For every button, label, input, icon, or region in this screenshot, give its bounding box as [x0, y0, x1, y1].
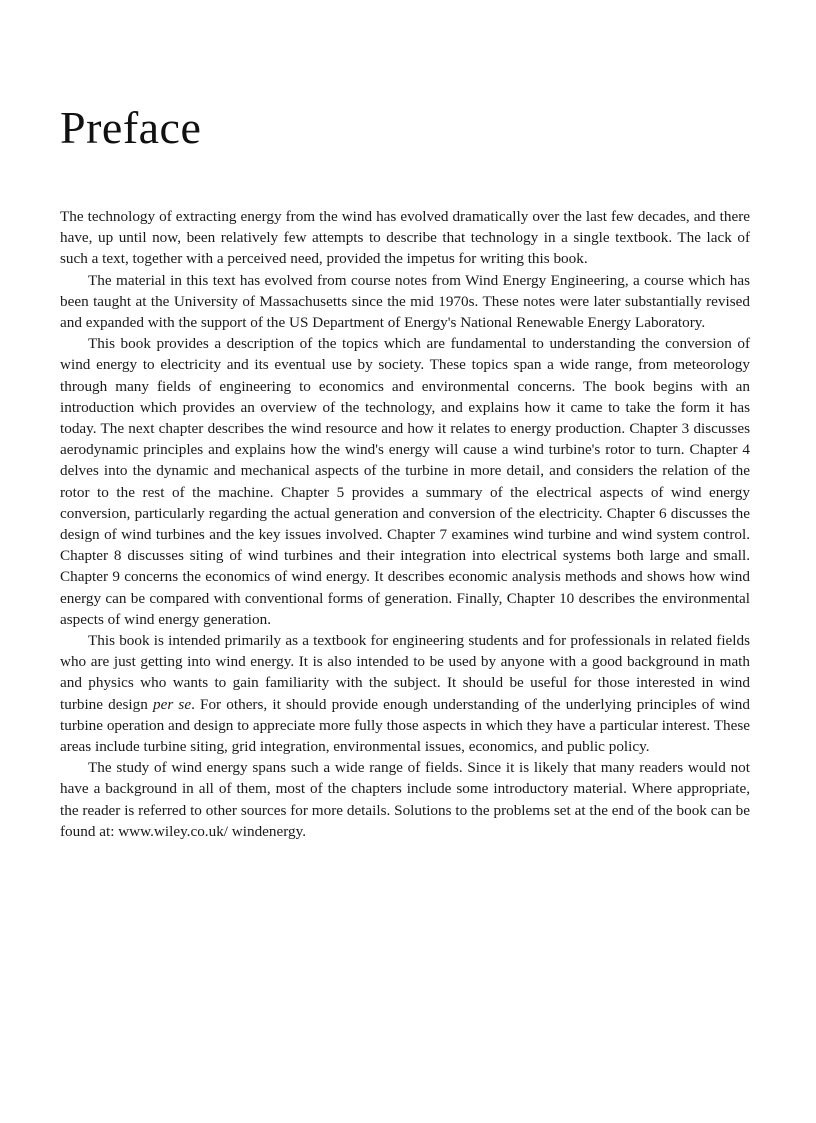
preface-body	[60, 206, 750, 842]
paragraph-4	[60, 630, 750, 757]
paragraph-2: The material in this text has evolved from course notes from Wind Energy Engineering, a course which has been taught at the University of Massachusetts since the mid 1970s. These notes were later substantially revised and expanded with the support of the US Department of Energy's National Renewable Energy Laboratory.	[60, 271, 750, 332]
paragraph-3: This book provides a description of the topics which are fundamental to understanding the conversion of wind energy to electricity and its eventual use by society. These topics span a wide range, from meteorology through many fields of engineering to economics and environmental concerns. The book begins with an introduction which provides an overview of the technology, and explains how it came to take the form it has today. The next chapter describes the wind resource and how it relates to energy production. Chapter 3 discusses aerodynamic principles and explains how the wind's energy will cause a wind turbine's rotor to turn. Chapter 4 delves into the dynamic and mechanical aspects of the turbine in more detail, and considers the relation of the rotor to the rest of the machine. Chapter 5 provides a summary of the electrical aspects of wind energy conversion, particularly regarding the actual generation and conversion of the electricity. Chapter 6 discusses the design of wind turbines and the key issues involved. Chapter 7 examines wind turbine and wind system control. Chapter 8 discusses siting of wind turbines and their integration into electrical systems both large and small. Chapter 9 concerns the economics of wind energy. It describes economic analysis methods and shows how wind energy can be compared with conventional forms of generation. Finally, Chapter 10 describes the environmental aspects of wind energy generation.	[60, 335, 750, 628]
page-title: Preface	[60, 102, 202, 153]
paragraph-5: The study of wind energy spans such a wide range of fields. Since it is likely that many readers would not have a background in all of them, most of the chapters include some introductory material. Where appropriate, the reader is referred to other sources for more details. Solutions to the problems set at the end of the book can be found at: www.wiley.co.uk/ windenergy.	[60, 759, 750, 840]
paragraph-4-text-before: This book is intended primarily as a textbook for engineering students and for professionals in related fields who are just getting into wind energy. It is also intended to be used by anyone with a good background in math and physics who wants to gain familiarity with the subject. It should be useful for those interested in wind turbine design	[60, 632, 750, 713]
paragraph-1: The technology of extracting energy from the wind has evolved dramatically over the last few decades, and there have, up until now, been relatively few attempts to describe that technology in a single textbook. The lack of such a text, together with a perceived need, provided the impetus for writing this book.	[60, 208, 750, 268]
paragraph-4-text-after: . For others, it should provide enough understanding of the underlying principles of wind turbine operation and design to appreciate more fully those aspects in which they have a particular interest. These areas include turbine siting, grid integration, environmental issues, economics, and public policy.	[60, 695, 750, 756]
paragraph-4-emphasis: per se	[153, 695, 192, 713]
